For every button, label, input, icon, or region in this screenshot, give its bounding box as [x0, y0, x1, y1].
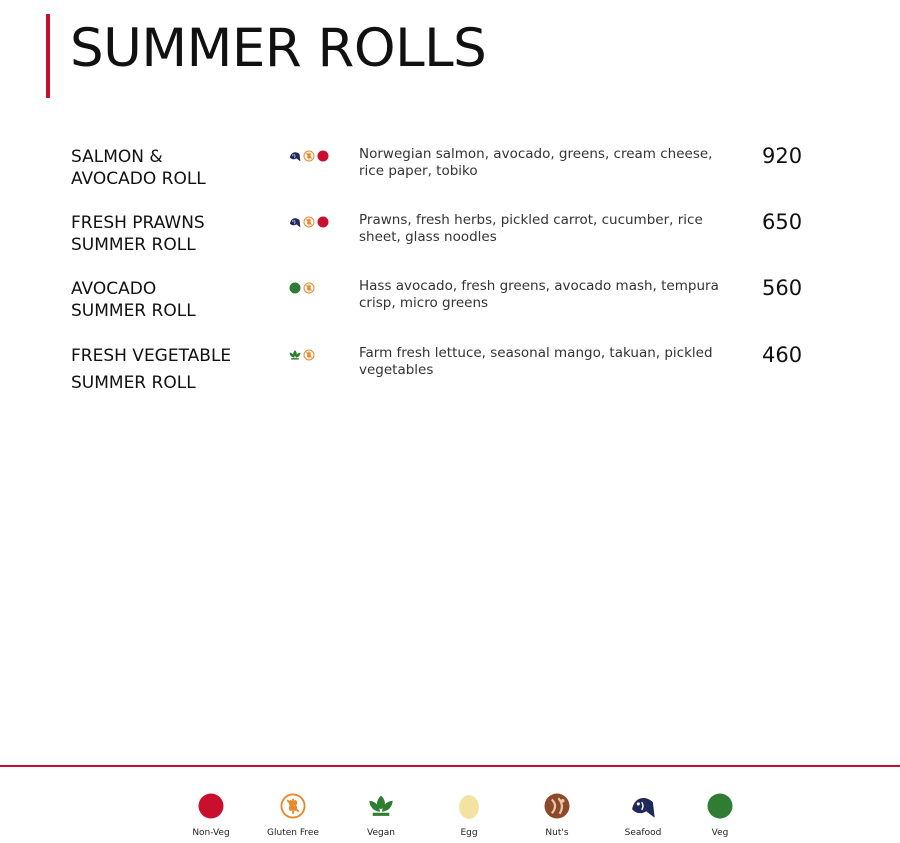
egg-icon [456, 793, 482, 819]
non-veg-icon [317, 216, 329, 228]
item-name [71, 278, 271, 322]
item-dietary-icons [289, 150, 329, 162]
seafood-icon [289, 216, 301, 228]
seafood-icon [289, 150, 301, 162]
gluten-free-icon [303, 150, 315, 162]
item-price: 650 [762, 210, 803, 234]
legend-label: Veg [711, 828, 729, 838]
item-description-line: Norwegian salmon, avocado, greens, cream cheese, [359, 146, 713, 162]
item-name [71, 212, 271, 256]
legend-label: Gluten Free [267, 828, 319, 838]
legend-label: Seafood [624, 828, 662, 838]
item-name-line: SUMMER ROLL [71, 301, 196, 321]
legend-item [248, 793, 338, 838]
item-price: 920 [762, 144, 803, 168]
item-description-line: Prawns, fresh herbs, pickled carrot, cucumber, rice [359, 212, 703, 228]
legend-label: Non-Veg [192, 828, 230, 838]
gluten-free-icon [303, 282, 315, 294]
non-veg-icon [198, 793, 224, 819]
page-title: SUMMER ROLLS [70, 18, 487, 79]
item-dietary-icons [289, 282, 315, 294]
item-description [359, 345, 719, 378]
seafood-icon [630, 793, 656, 819]
gluten-free-icon [303, 349, 315, 361]
veg-icon [289, 282, 301, 294]
item-name-line: FRESH PRAWNS [71, 213, 205, 233]
item-name-line: FRESH VEGETABLE [71, 346, 232, 366]
legend-item [424, 793, 514, 838]
non-veg-icon [317, 150, 329, 162]
item-name-line: SUMMER ROLL [71, 373, 196, 393]
vegan-icon [368, 793, 394, 819]
nuts-icon [544, 793, 570, 819]
legend-item [675, 793, 765, 838]
legend-item [336, 793, 426, 838]
gluten-free-icon [303, 216, 315, 228]
legend-item [166, 793, 256, 838]
item-description [359, 146, 719, 179]
item-name [71, 146, 271, 190]
item-price: 460 [762, 343, 803, 367]
legend-label: Nut's [545, 828, 569, 838]
item-name-line: SALMON & [71, 147, 163, 167]
item-name-line: SUMMER ROLL [71, 235, 196, 255]
legend-label: Egg [460, 828, 478, 838]
item-name-line: AVOCADO [71, 279, 157, 299]
item-description-line: Hass avocado, fresh greens, avocado mash, tempura [359, 278, 719, 294]
item-name [71, 345, 271, 394]
legend-label: Vegan [367, 828, 395, 838]
footer-divider [0, 765, 900, 767]
title-accent-bar [46, 14, 50, 98]
item-price: 560 [762, 276, 803, 300]
dietary-legend [0, 793, 900, 843]
legend-item [512, 793, 602, 838]
item-dietary-icons [289, 349, 315, 361]
item-description-line: sheet, glass noodles [359, 228, 497, 245]
gluten-free-icon [280, 793, 306, 819]
item-description [359, 212, 719, 245]
item-description-line: rice paper, tobiko [359, 162, 478, 179]
veg-icon [707, 793, 733, 819]
vegan-icon [289, 349, 301, 361]
item-description-line: vegetables [359, 361, 434, 378]
item-description-line: Farm fresh lettuce, seasonal mango, takuan, pickled [359, 345, 713, 361]
item-name-line: AVOCADO ROLL [71, 169, 206, 189]
item-description [359, 278, 719, 311]
item-description-line: crisp, micro greens [359, 294, 489, 311]
item-dietary-icons [289, 216, 329, 228]
